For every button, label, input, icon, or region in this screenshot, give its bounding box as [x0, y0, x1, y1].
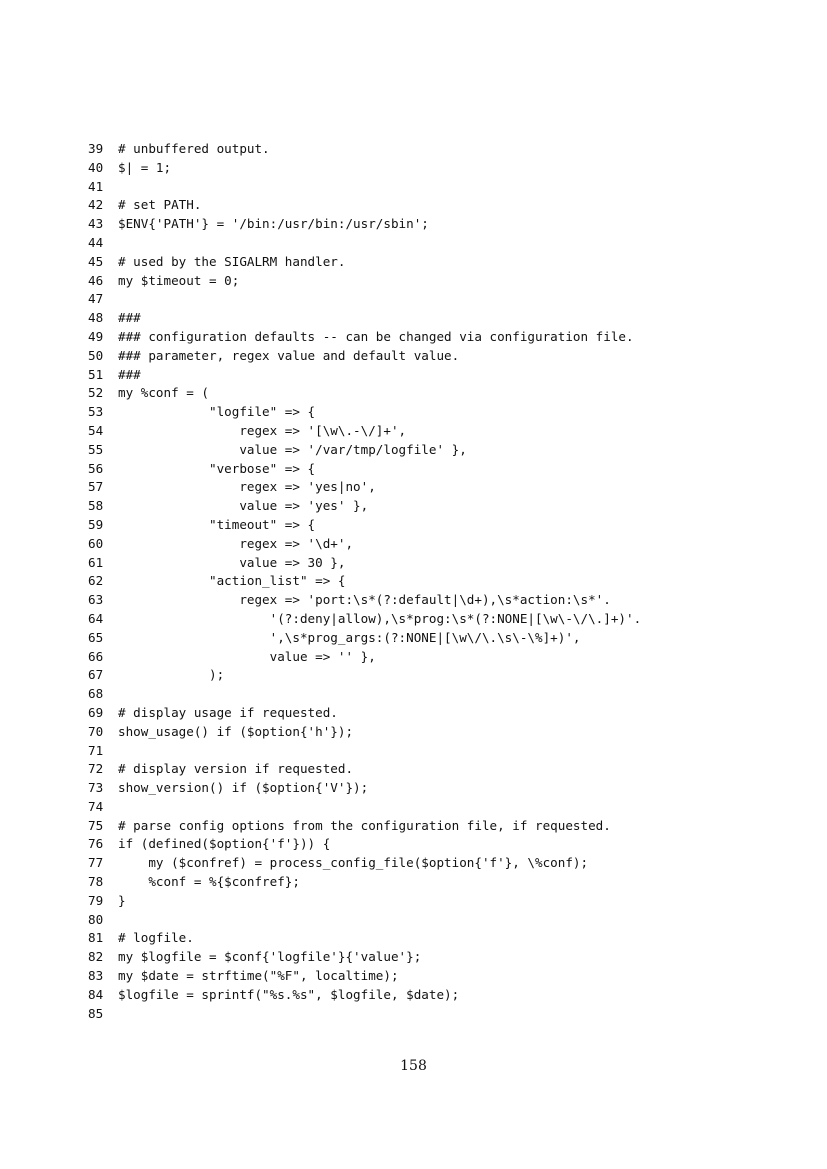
line-number: 63 — [88, 592, 104, 608]
code-line — [88, 666, 788, 685]
line-number: 44 — [88, 234, 104, 250]
code-line — [88, 572, 788, 591]
line-number: 74 — [88, 798, 104, 814]
code-line — [88, 929, 788, 948]
code-line — [88, 347, 788, 366]
line-number: 69 — [88, 704, 104, 720]
line-number: 78 — [88, 874, 104, 890]
code-text — [118, 234, 788, 253]
code-line — [88, 591, 788, 610]
code-text: regex => '[\w\.-\/]+', — [118, 422, 407, 438]
code-line — [88, 948, 788, 967]
code-line — [88, 366, 788, 385]
code-text: regex => 'yes|no', — [118, 479, 376, 495]
code-line — [88, 422, 788, 441]
line-number: 52 — [88, 385, 104, 401]
line-number: 53 — [88, 404, 104, 420]
code-line — [88, 911, 788, 930]
code-line — [88, 309, 788, 328]
code-text: value => 30 }, — [118, 554, 346, 570]
code-text: # display usage if requested. — [118, 704, 338, 720]
code-text: %conf = %{$confref}; — [118, 874, 300, 890]
line-number: 48 — [88, 310, 104, 326]
line-number: 83 — [88, 968, 104, 984]
code-line — [88, 554, 788, 573]
code-text: value => '/var/tmp/logfile' }, — [118, 441, 467, 457]
line-number: 43 — [88, 216, 104, 232]
line-number: 45 — [88, 253, 104, 269]
code-text: show_usage() if ($option{'h'}); — [118, 723, 354, 739]
code-text: } — [118, 892, 126, 908]
code-text: value => 'yes' }, — [118, 498, 369, 514]
line-number: 42 — [88, 197, 104, 213]
code-text: # display version if requested. — [118, 761, 354, 777]
code-text: "logfile" => { — [118, 404, 316, 420]
code-line — [88, 798, 788, 817]
line-number: 84 — [88, 986, 104, 1002]
code-text: ',\s*prog_args:(?:NONE|[\w\/\.\s\-\%]+)', — [118, 629, 581, 645]
code-text — [118, 685, 788, 704]
code-text: ### — [118, 366, 141, 382]
line-number: 77 — [88, 855, 104, 871]
line-number: 85 — [88, 1005, 104, 1021]
code-text: # set PATH. — [118, 197, 202, 213]
line-number: 55 — [88, 441, 104, 457]
code-text: $| = 1; — [118, 159, 172, 175]
line-number: 61 — [88, 554, 104, 570]
code-line — [88, 234, 788, 253]
code-text: # unbuffered output. — [118, 141, 270, 156]
code-line — [88, 817, 788, 836]
code-text — [118, 742, 788, 761]
line-number: 76 — [88, 836, 104, 852]
line-number: 82 — [88, 949, 104, 965]
code-text — [118, 290, 788, 309]
code-line — [88, 535, 788, 554]
code-line — [88, 140, 788, 159]
line-number: 39 — [88, 141, 104, 156]
code-line — [88, 986, 788, 1005]
code-line — [88, 478, 788, 497]
code-text: # parse config options from the configuration file, if requested. — [118, 817, 611, 833]
code-text: ### configuration defaults -- can be changed via configuration file. — [118, 328, 634, 344]
code-listing — [88, 140, 788, 1023]
line-number: 57 — [88, 479, 104, 495]
line-number: 75 — [88, 817, 104, 833]
code-text: "verbose" => { — [118, 460, 316, 476]
line-number: 71 — [88, 742, 104, 758]
line-number: 68 — [88, 686, 104, 702]
line-number: 51 — [88, 366, 104, 382]
line-number: 54 — [88, 422, 104, 438]
line-number: 70 — [88, 723, 104, 739]
code-line — [88, 384, 788, 403]
code-line — [88, 760, 788, 779]
code-line — [88, 290, 788, 309]
line-number: 59 — [88, 516, 104, 532]
code-text: show_version() if ($option{'V'}); — [118, 780, 369, 796]
line-number: 50 — [88, 347, 104, 363]
code-text: my $date = strftime("%F", localtime); — [118, 968, 399, 984]
code-line — [88, 892, 788, 911]
code-text: "timeout" => { — [118, 516, 316, 532]
line-number: 60 — [88, 535, 104, 551]
code-text: ### parameter, regex value and default value. — [118, 347, 460, 363]
code-line — [88, 159, 788, 178]
code-line — [88, 704, 788, 723]
code-line — [88, 1005, 788, 1024]
code-text — [118, 178, 788, 197]
line-number: 67 — [88, 667, 104, 683]
line-number: 79 — [88, 892, 104, 908]
code-line — [88, 723, 788, 742]
code-text — [118, 911, 788, 930]
code-text: if (defined($option{'f'})) { — [118, 836, 331, 852]
code-line — [88, 779, 788, 798]
code-line — [88, 835, 788, 854]
code-text: ### — [118, 310, 141, 326]
code-line — [88, 497, 788, 516]
code-line — [88, 873, 788, 892]
line-number: 65 — [88, 629, 104, 645]
code-line — [88, 854, 788, 873]
page-number: 158 — [400, 1058, 427, 1074]
line-number: 47 — [88, 291, 104, 307]
code-line — [88, 629, 788, 648]
line-number: 80 — [88, 911, 104, 927]
code-line — [88, 178, 788, 197]
code-line — [88, 685, 788, 704]
code-line — [88, 516, 788, 535]
code-text: my $logfile = $conf{'logfile'}{'value'}; — [118, 949, 422, 965]
code-line — [88, 215, 788, 234]
line-number: 49 — [88, 328, 104, 344]
line-number: 40 — [88, 159, 104, 175]
line-number: 56 — [88, 460, 104, 476]
line-number: 62 — [88, 573, 104, 589]
line-number: 72 — [88, 761, 104, 777]
line-number: 58 — [88, 498, 104, 514]
code-text: my ($confref) = process_config_file($option{'f'}, \%conf); — [118, 855, 589, 871]
code-line — [88, 460, 788, 479]
line-number: 41 — [88, 178, 104, 194]
code-line — [88, 967, 788, 986]
code-text: $logfile = sprintf("%s.%s", $logfile, $date); — [118, 986, 460, 1002]
code-text: '(?:deny|allow),\s*prog:\s*(?:NONE|[\w\-\/\.]+)'. — [118, 610, 642, 626]
code-text: ); — [118, 667, 225, 683]
code-text: # logfile. — [118, 930, 194, 946]
code-line — [88, 272, 788, 291]
line-number: 81 — [88, 930, 104, 946]
line-number: 66 — [88, 648, 104, 664]
code-line — [88, 328, 788, 347]
code-text — [118, 1005, 788, 1024]
code-text — [118, 798, 788, 817]
code-line — [88, 648, 788, 667]
line-number: 64 — [88, 610, 104, 626]
code-text: $ENV{'PATH'} = '/bin:/usr/bin:/usr/sbin'; — [118, 216, 429, 232]
code-text: regex => 'port:\s*(?:default|\d+),\s*action:\s*'. — [118, 592, 611, 608]
line-number: 73 — [88, 780, 104, 796]
line-number: 46 — [88, 272, 104, 288]
code-text: my %conf = ( — [118, 385, 209, 401]
code-line — [88, 742, 788, 761]
code-text: value => '' }, — [118, 648, 376, 664]
code-text: my $timeout = 0; — [118, 272, 240, 288]
code-line — [88, 441, 788, 460]
code-text: "action_list" => { — [118, 573, 346, 589]
code-line — [88, 610, 788, 629]
code-line — [88, 403, 788, 422]
code-line — [88, 196, 788, 215]
code-text: regex => '\d+', — [118, 535, 354, 551]
code-line — [88, 253, 788, 272]
code-text: # used by the SIGALRM handler. — [118, 253, 346, 269]
